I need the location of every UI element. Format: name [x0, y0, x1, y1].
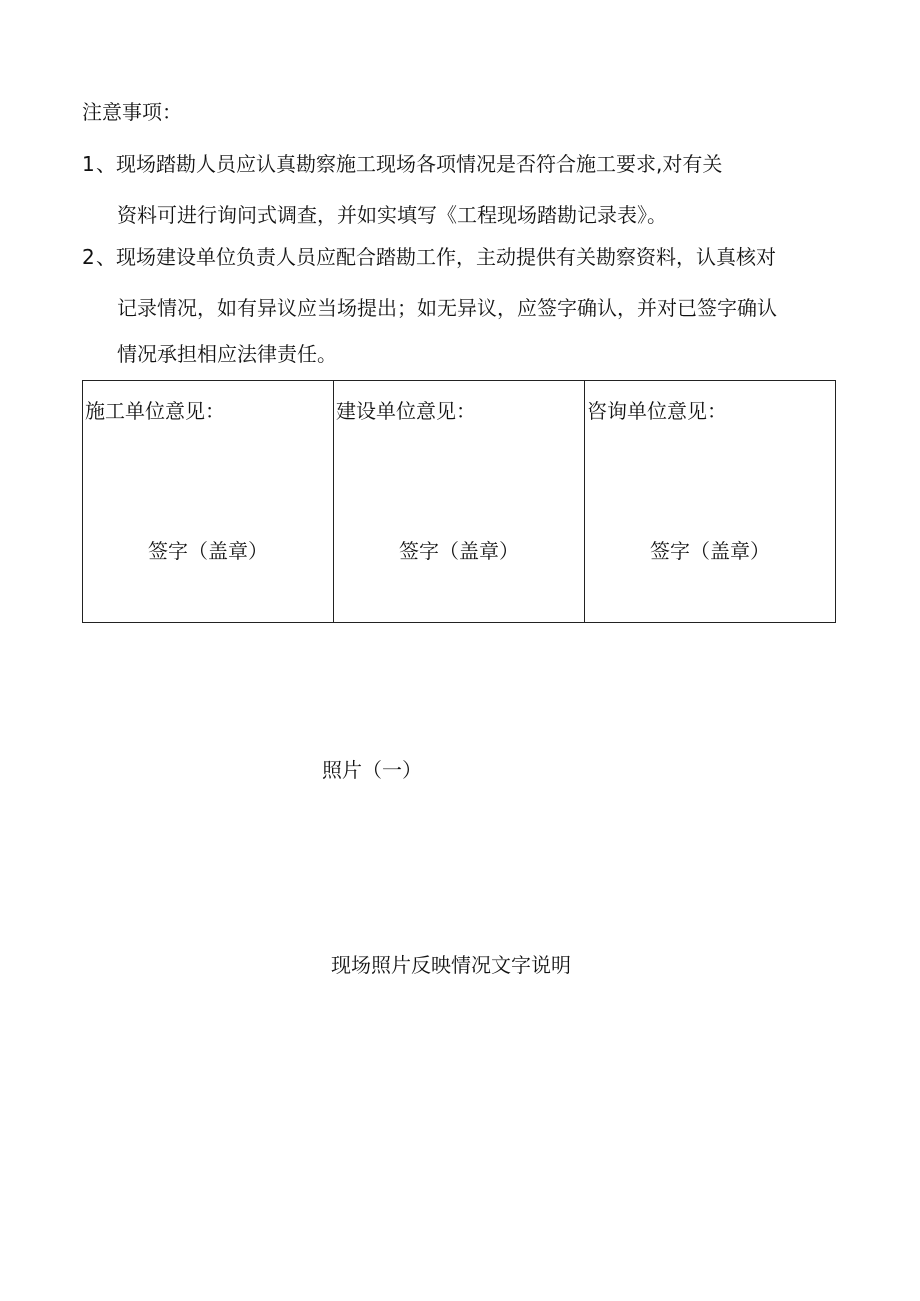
notes-heading: 注意事项：: [82, 100, 182, 124]
opinion-table: [82, 380, 836, 623]
note-item-1-text: 、现场踏勘人员应认真勘察施工现场各项情况是否符合施工要求,对有关: [96, 152, 723, 176]
photo-description: 现场照片反映情况文字说明: [331, 953, 571, 977]
construction-unit-signature-label: 签字（盖章）: [148, 539, 268, 563]
photo-caption: 照片（一）: [322, 758, 422, 782]
construction-unit-opinion-cell[interactable]: [83, 381, 334, 622]
consulting-unit-signature-label: 签字（盖章）: [650, 539, 770, 563]
note-item-2-number: 2: [82, 245, 95, 269]
developer-unit-signature-label: 签字（盖章）: [399, 539, 519, 563]
developer-unit-opinion-cell[interactable]: [334, 381, 585, 622]
construction-unit-opinion-title: 施工单位意见：: [85, 399, 225, 423]
note-item-1-line-2: 资料可进行询问式调查，并如实填写《工程现场踏勘记录表》。: [117, 203, 667, 227]
note-item-1-line-1: [82, 152, 722, 176]
consulting-unit-opinion-cell[interactable]: [585, 381, 835, 622]
note-item-2-line-1: [82, 245, 776, 269]
consulting-unit-opinion-title: 咨询单位意见：: [587, 399, 727, 423]
note-item-1-number: 1: [82, 152, 95, 176]
note-item-2-text: 、现场建设单位负责人员应配合踏勘工作，主动提供有关勘察资料，认真核对: [96, 245, 776, 269]
developer-unit-opinion-title: 建设单位意见：: [336, 399, 476, 423]
note-item-2-line-3: 情况承担相应法律责任。: [117, 342, 337, 366]
note-item-2-line-2: 记录情况，如有异议应当场提出；如无异议，应签字确认，并对已签字确认: [117, 296, 777, 320]
